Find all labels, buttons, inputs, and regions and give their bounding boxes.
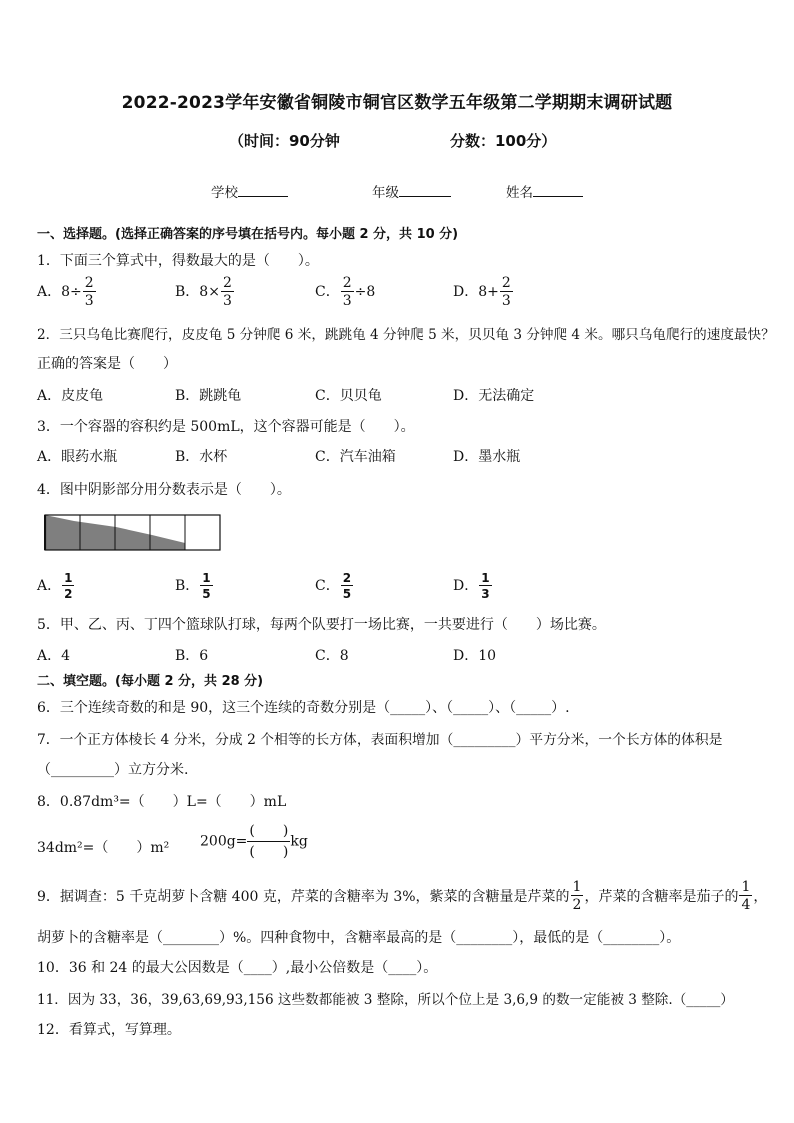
fraction: $\frac{1}{2}$ bbox=[572, 879, 582, 913]
q8-grams: 200g= bbox=[200, 833, 248, 850]
question-8-line-1: 8．0.87dm³=（ ）L=（ ）mL bbox=[37, 794, 287, 810]
question-1-stem: 1．下面三个算式中，得数最大的是（ ）。 bbox=[37, 253, 319, 269]
q1-c-label: C． bbox=[315, 284, 340, 300]
blank-fraction[interactable]: $\frac{( )}{( )}$ bbox=[249, 823, 289, 861]
q1-b-text: B．8× bbox=[175, 284, 220, 300]
school-label: 学校 bbox=[211, 185, 238, 201]
fraction: $\frac{1}{2}$ bbox=[64, 571, 73, 601]
q1-option-a[interactable] bbox=[37, 276, 97, 308]
question-5-stem: 5．甲、乙、丙、丁四个篮球队打球，每两个队要打一场比赛，一共要进行（ ）场比赛。 bbox=[37, 617, 606, 633]
grade-blank[interactable] bbox=[399, 182, 451, 197]
section-1-heading: 一、选择题。(选择正确答案的序号填在括号内。每小题 2 分，共 10 分) bbox=[37, 227, 459, 242]
fraction: $\frac{2}{5}$ bbox=[342, 571, 352, 601]
section-2-heading: 二、填空题。(每小题 2 分，共 28 分) bbox=[37, 674, 264, 689]
q5-option-c[interactable]: C．8 bbox=[315, 648, 349, 664]
question-3-stem: 3．一个容器的容积约是 500mL，这个容器可能是（ ）。 bbox=[37, 419, 415, 435]
name-blank[interactable] bbox=[533, 182, 583, 197]
question-8-area: 34dm²=（ ）m² bbox=[37, 840, 170, 856]
question-4-stem: 4．图中阴影部分用分数表示是（ ）。 bbox=[37, 482, 291, 498]
question-12: 12．看算式，写算理。 bbox=[37, 1022, 181, 1038]
q4-option-b[interactable] bbox=[175, 572, 214, 600]
q4-d-label: D． bbox=[453, 578, 479, 594]
fraction: $\frac{2}{3}$ bbox=[84, 275, 94, 309]
q4-a-label: A． bbox=[37, 578, 62, 594]
q9-text-3: ， bbox=[753, 889, 768, 905]
q4-c-label: C． bbox=[315, 578, 340, 594]
question-9-line-1 bbox=[37, 880, 767, 912]
question-8-mass bbox=[200, 823, 308, 860]
q9-text-1: 9．据调查：5 千克胡萝卜含糖 400 克，芹菜的含糖率为 3%，紫菜的含糖量是芹菜的 bbox=[37, 889, 570, 905]
q4-option-c[interactable] bbox=[315, 572, 354, 600]
q3-option-a[interactable]: A．眼药水瓶 bbox=[37, 449, 118, 465]
q3-option-c[interactable]: C．汽车油箱 bbox=[315, 449, 396, 465]
school-field bbox=[211, 181, 288, 201]
fraction: $\frac{1}{5}$ bbox=[202, 571, 211, 601]
fraction: $\frac{2}{3}$ bbox=[501, 275, 511, 309]
question-2-stem-2: 正确的答案是（ ） bbox=[37, 356, 177, 372]
exam-score: 分数：100分） bbox=[450, 132, 557, 150]
q1-option-d[interactable] bbox=[453, 276, 514, 308]
question-2-stem: 2．三只乌龟比赛爬行，皮皮龟 5 分钟爬 6 米，跳跳龟 4 分钟爬 5 米，贝贝龟 3 分钟爬 4 米。哪只乌龟爬行的速度最快？ bbox=[37, 327, 775, 343]
exam-time: （时间：90分钟 bbox=[229, 132, 340, 150]
grade-label: 年级 bbox=[372, 185, 399, 201]
name-label: 姓名 bbox=[506, 185, 533, 201]
grade-field bbox=[372, 181, 451, 201]
q2-option-d[interactable]: D．无法确定 bbox=[453, 388, 535, 404]
q4-b-label: B． bbox=[175, 578, 200, 594]
question-11: 11．因为 33，36，39,63,69,93,156 这些数都能被 3 整除，所以个位上是 3,6,9 的数一定能被 3 整除.（_____） bbox=[37, 992, 734, 1008]
q5-option-a[interactable]: A．4 bbox=[37, 648, 71, 664]
question-7-line-1: 7．一个正方体棱长 4 分米，分成 2 个相等的长方体，表面积增加（_________）平方分米，一个长方体的体积是 bbox=[37, 732, 723, 748]
school-blank[interactable] bbox=[238, 182, 288, 197]
q8-unit: kg bbox=[290, 833, 308, 850]
exam-title: 2022-2023学年安徽省铜陵市铜官区数学五年级第二学期期末调研试题 bbox=[121, 93, 673, 113]
q2-option-c[interactable]: C．贝贝龟 bbox=[315, 388, 382, 404]
q1-c-text: ÷8 bbox=[354, 284, 376, 300]
question-9-line-2: 胡萝卜的含糖率是（________）%。四种食物中，含糖率最高的是（________），最低的是（________）。 bbox=[37, 930, 681, 946]
fraction: $\frac{1}{3}$ bbox=[481, 571, 490, 601]
q4-option-d[interactable] bbox=[453, 572, 493, 600]
q5-option-b[interactable]: B．6 bbox=[175, 648, 209, 664]
q1-d-text: D．8+ bbox=[453, 284, 499, 300]
q2-option-a[interactable]: A．皮皮龟 bbox=[37, 388, 104, 404]
q3-option-d[interactable]: D．墨水瓶 bbox=[453, 449, 521, 465]
q3-option-b[interactable]: B．水杯 bbox=[175, 449, 228, 465]
q1-option-c[interactable] bbox=[315, 276, 375, 308]
q4-option-a[interactable] bbox=[37, 572, 75, 600]
q1-option-b[interactable] bbox=[175, 276, 235, 308]
q2-option-b[interactable]: B．跳跳龟 bbox=[175, 388, 242, 404]
q9-text-2: ，芹菜的含糖率是茄子的 bbox=[584, 889, 739, 905]
name-field bbox=[506, 181, 583, 201]
shaded-strip-figure bbox=[44, 514, 222, 551]
q1-a-text: A．8÷ bbox=[37, 284, 82, 300]
question-6: 6．三个连续奇数的和是 90，这三个连续的奇数分别是（_____）、（_____）、（_____）. bbox=[37, 700, 570, 716]
fraction: $\frac{2}{3}$ bbox=[342, 275, 352, 309]
fraction: $\frac{2}{3}$ bbox=[222, 275, 232, 309]
question-7-line-2: （_________）立方分米. bbox=[37, 762, 189, 778]
fraction: $\frac{1}{4}$ bbox=[741, 879, 751, 913]
q5-option-d[interactable]: D．10 bbox=[453, 648, 497, 664]
question-10: 10．36 和 24 的最大公因数是（____）,最小公倍数是（____）。 bbox=[37, 960, 438, 976]
